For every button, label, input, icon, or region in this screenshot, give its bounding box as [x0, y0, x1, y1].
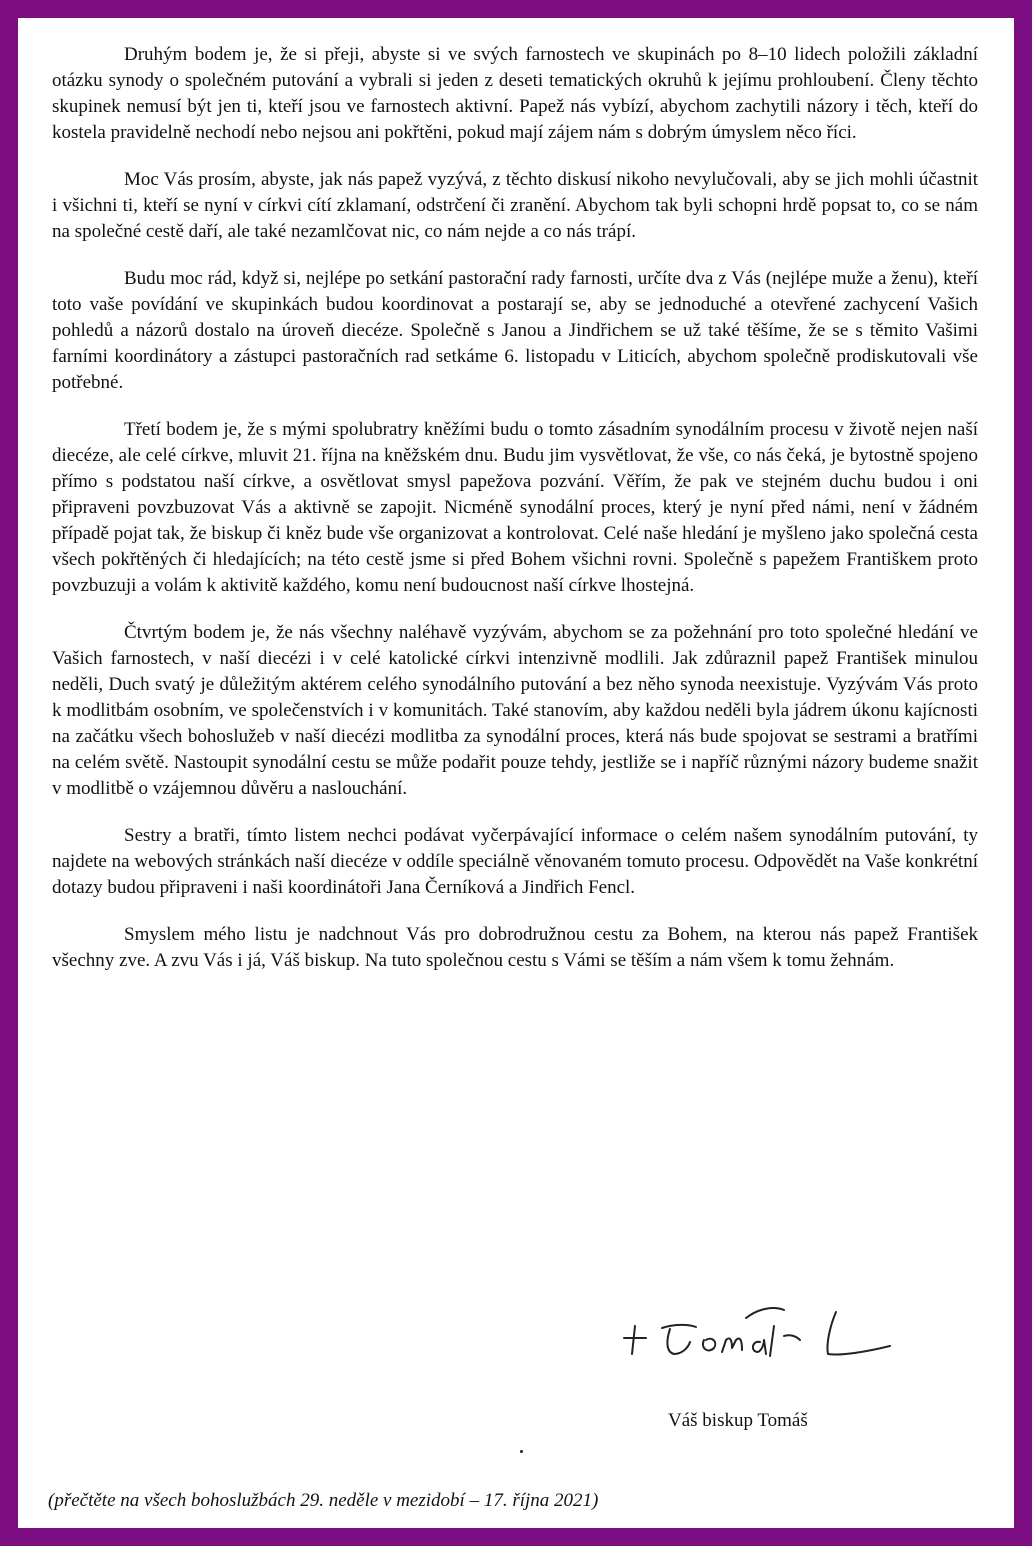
handwritten-signature: [604, 1296, 904, 1376]
reading-note: (přečtěte na všech bohoslužbách 29. neděle v mezidobí – 17. října 2021): [48, 1490, 599, 1511]
paragraph-fourth-point: Čtvrtým bodem je, že nás všechny naléhavě vyzývám, abychom se za požehnání pro toto společné hledání ve Vašich farnostech, v naší diecézi i v celé katolické církvi intenzivně modlili. Jak zdůraznil papež František minulou neděli, Duch svatý je důležitým aktérem celého synodálního putování a bez něho synoda neexistuje. Vyzývám Vás proto k modlitbám osobním, ve společenstvích i v komunitách. Také stanovím, aby každou neděli byla jádrem úkonu kajícnosti na začátku všech bohoslužeb v naší diecézi modlitba za synodální proces, která nás bude spojovat se sestrami a bratřími na celém světě. Nastoupit synodální cestu se může podařit pouze tehdy, jestliže se i napříč různými názory budeme snažit v modlitbě o vzájemnou důvěru a naslouchání.: [52, 622, 978, 799]
paragraph-purpose: Smyslem mého listu je nadchnout Vás pro dobrodružnou cestu za Bohem, na kterou nás papež František všechny zve. A zvu Vás i já, Váš biskup. Na tuto společnou cestu s Vámi se těším a nám všem k tomu žehnám.: [52, 924, 978, 971]
stray-dot: [520, 1450, 523, 1453]
letter-body: [52, 42, 978, 974]
paragraph-coordinators: Budu moc rád, když si, nejlépe po setkání pastorační rady farnosti, určíte dva z Vás (nejlépe muže a ženu), kteří toto vaše povídání ve skupinkách budou koordinovat a postarají se, aby se jednoduché a otevřené zachycení Vašich pohledů a názorů dostalo na úroveň diecéze. Společně s Janou a Jindřichem se už také těšíme, že se s těmito Vašimi farními koordinátory a zástupci pastoračních rad setkáme 6. listopadu v Liticích, abychom společně prodiskutovali vše potřebné.: [52, 268, 978, 393]
closing-signature-line: Váš biskup Tomáš: [668, 1410, 808, 1431]
paragraph-information: Sestry a bratři, tímto listem nechci podávat vyčerpávající informace o celém našem synodálním putování, ty najdete na webových stránkách naší diecéze v oddíle speciálně věnovaném tomuto procesu. Odpovědět na Vaše konkrétní dotazy budou připraveni i naši koordinátoři Jana Černíková a Jindřich Fencl.: [52, 825, 978, 898]
paragraph-second-point: Druhým bodem je, že si přeji, abyste si ve svých farnostech ve skupinách po 8–10 lidech položili základní otázku synody o společném putování a vybrali si jeden z deseti tematických okruhů k jejímu prohloubení. Členy těchto skupinek nemusí být jen ti, kteří jsou ve farnostech aktivní. Papež nás vybízí, abychom zachytili názory i těch, kteří do kostela pravidelně nechodí nebo nejsou ani pokřtěni, pokud mají zájem nám s dobrým úmyslem něco říci.: [52, 44, 978, 143]
letter-page: [18, 18, 1014, 1528]
paragraph-third-point: Třetí bodem je, že s mými spolubratry kněžími budu o tomto zásadním synodálním procesu v životě nejen naší diecéze, ale celé církve, mluvit 21. října na kněžském dnu. Budu jim vysvětlovat, že vše, co nás čeká, je bytostně spojeno přímo s podstatou naší církve, a osvětlovat smysl papežova pozvání. Věřím, že pak ve stejném duchu budou i oni připraveni povzbuzovat Vás a aktivně se zapojit. Nicméně synodální proces, který je nyní před námi, není v žádném případě pojat tak, že biskup či kněz bude vše organizovat a kontrolovat. Celé naše hledání je myšleno jako společná cesta všech pokřtěných či hledajících; na této cestě jsme si před Bohem všichni rovni. Společně s papežem Františkem proto povzbuzuji a volám k aktivitě každého, komu není budoucnost naší církve lhostejná.: [52, 419, 978, 596]
paragraph-inclusion: Moc Vás prosím, abyste, jak nás papež vyzývá, z těchto diskusí nikoho nevylučovali, aby se jich mohli účastnit i všichni ti, kteří se nyní v církvi cítí zklamaní, odstrčení či zranění. Abychom tak byli schopni hrdě popsat to, co se nám na společné cestě daří, ale také nezamlčovat nic, co nám nejde a co nás trápí.: [52, 169, 978, 242]
